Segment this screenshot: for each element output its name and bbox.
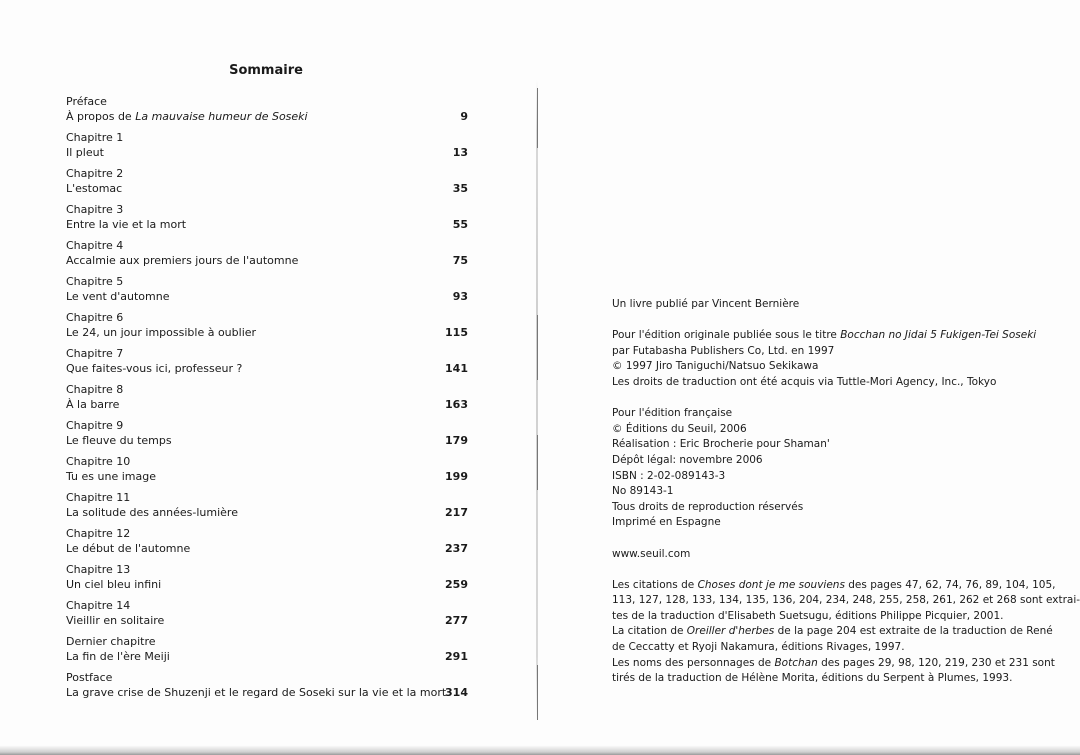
website-block (612, 547, 1042, 563)
citation-text: La citation de (612, 625, 687, 638)
toc-entry-page: 93 (452, 289, 468, 303)
table-of-contents (66, 95, 470, 700)
rights-reserved-line: Tous droits de reproduction réservés (612, 500, 804, 513)
toc-entry-page: 115 (445, 325, 468, 339)
toc-entry (66, 383, 470, 412)
toc-entry (66, 563, 470, 592)
toc-entry (66, 347, 470, 376)
printed-in-line: Imprimé en Espagne (612, 516, 721, 529)
toc-entry-title-prefix: À propos de (66, 109, 136, 123)
toc-entry-chapter: Chapitre 12 (66, 527, 131, 540)
toc-entry-title: Le vent d'automne (66, 289, 170, 303)
cited-work-title: Oreiller d'herbes (686, 625, 775, 638)
toc-entry-title: Un ciel bleu infini (66, 577, 162, 591)
original-publisher-line: par Futabasha Publishers Co, Ltd. en 1997 (612, 344, 835, 357)
colophon (612, 297, 1080, 702)
toc-entry (66, 419, 470, 448)
publisher-line-text: Un livre publié par Vincent Bernière (612, 298, 800, 310)
toc-entry-chapter: Chapitre 5 (66, 275, 124, 288)
toc-entry-chapter: Chapitre 9 (66, 419, 124, 432)
toc-entry-page: 141 (445, 361, 468, 375)
toc-entry-page: 237 (445, 541, 468, 555)
toc-entry-page: 35 (452, 181, 468, 195)
toc-entry-chapter: Chapitre 3 (66, 203, 124, 216)
toc-entry-chapter: Chapitre 11 (66, 491, 131, 504)
toc-title: Sommaire (229, 63, 303, 78)
citation-1-line-1 (612, 578, 1056, 594)
toc-entry-title: Accalmie aux premiers jours de l'automne (66, 253, 299, 267)
binding-mark (537, 88, 538, 148)
toc-entry-title: Tu es une image (66, 469, 156, 483)
toc-entry-page: 75 (452, 253, 468, 267)
citation-text: des pages 29, 98, 120, 219, 230 et 231 sont (817, 656, 1055, 669)
translation-rights-line: Les droits de traduction ont été acquis via Tuttle-Mori Agency, Inc., Tokyo (612, 375, 997, 388)
toc-entry-title: Il pleut (66, 145, 104, 159)
citation-text: des pages 47, 62, 74, 76, 89, 104, 105, (844, 578, 1056, 591)
original-title: Bocchan no Jidai 5 Fukigen-Tei Soseki (840, 329, 1037, 342)
publisher-line (612, 297, 1042, 313)
toc-entry-page: 179 (445, 433, 468, 447)
toc-entry-chapter: Chapitre 13 (66, 563, 131, 576)
toc-entry (66, 491, 470, 520)
toc-entry-page: 291 (445, 649, 468, 663)
citation-1-line-3: tes de la traduction d'Elisabeth Suetsugu, éditions Philippe Picquier, 2001. (612, 609, 1004, 622)
citation-text: Les citations de (612, 578, 698, 591)
citation-text: Les noms des personnages de (612, 656, 775, 669)
toc-entry-chapter: Chapitre 10 (66, 455, 131, 468)
original-edition-block (612, 328, 1042, 390)
toc-entry-preface (66, 95, 470, 124)
citation-2-line-1 (612, 624, 1053, 640)
french-copyright-line: © Éditions du Seuil, 2006 (612, 422, 747, 435)
toc-entry-page: 199 (445, 469, 468, 483)
toc-entry-title: Vieillir en solitaire (66, 613, 165, 627)
citation-3-line-1 (612, 656, 1055, 672)
toc-entry-chapter: Postface (66, 671, 113, 684)
toc-entry-chapter: Chapitre 2 (66, 167, 124, 180)
toc-entry-page: 259 (445, 577, 468, 591)
toc-entry-title: La fin de l'ère Meiji (66, 649, 170, 663)
toc-entry-chapter: Chapitre 6 (66, 311, 124, 324)
toc-entry-title (66, 110, 470, 125)
toc-entry-page: 314 (445, 685, 468, 699)
toc-entry-title-italic: La mauvaise humeur de Soseki (135, 109, 308, 123)
toc-entry (66, 527, 470, 556)
isbn-line: ISBN : 2-02-089143-3 (612, 469, 726, 482)
french-edition-block (612, 406, 1042, 531)
toc-entry-title: À la barre (66, 397, 120, 411)
citation-2-line-2: de Ceccatty et Ryoji Nakamura, éditions Rivages, 1997. (612, 641, 905, 654)
toc-entry-title: Le 24, un jour impossible à oublier (66, 325, 257, 339)
book-gutter (536, 80, 538, 720)
toc-entry-chapter: Chapitre 1 (66, 131, 124, 144)
citation-text: de la page 204 est extraite de la traduction de René (774, 625, 1053, 638)
french-edition-line: Pour l'édition française (612, 407, 733, 420)
toc-entry-label: Préface (66, 95, 107, 108)
toc-entry-chapter: Chapitre 7 (66, 347, 124, 360)
toc-entry (66, 239, 470, 268)
toc-entry-page: 163 (445, 397, 468, 411)
toc-chapter-list (66, 131, 470, 700)
toc-entry-title: Que faites-vous ici, professeur ? (66, 361, 243, 375)
toc-entry-title: La solitude des années-lumière (66, 505, 238, 519)
toc-entry (66, 203, 470, 232)
citation-1-line-2: 113, 127, 128, 133, 134, 135, 136, 204, 234, 248, 255, 258, 261, 262 et 268 sont extrai- (612, 594, 1080, 607)
toc-entry-chapter: Chapitre 14 (66, 599, 131, 612)
toc-entry (66, 671, 470, 700)
realisation-line: Réalisation : Eric Brocherie pour Shaman' (612, 438, 830, 451)
toc-entry-title: La grave crise de Shuzenji et le regard de Soseki sur la vie et la mort (66, 685, 447, 699)
toc-entry-title: Entre la vie et la mort (66, 217, 187, 231)
toc-entry (66, 635, 470, 664)
toc-entry-title: Le début de l'automne (66, 541, 191, 555)
toc-entry-page: 277 (445, 613, 468, 627)
toc-entry-title: Le fleuve du temps (66, 433, 172, 447)
original-edition-line (612, 328, 1042, 344)
original-copyright-line: © 1997 Jiro Taniguchi/Natsuo Sekikawa (612, 360, 819, 373)
citation-3-line-2: tirés de la traduction de Hélène Morita, éditions du Serpent à Plumes, 1993. (612, 672, 1013, 685)
binding-mark (537, 435, 538, 490)
cited-work-title: Choses dont je me souviens (697, 578, 845, 591)
page-bottom-edge (0, 745, 1080, 755)
toc-entry-chapter: Chapitre 4 (66, 239, 124, 252)
toc-entry (66, 455, 470, 484)
toc-entry-page: 13 (452, 145, 468, 159)
toc-entry-page: 55 (452, 217, 468, 231)
edition-number-line: No 89143-1 (612, 485, 674, 498)
legal-deposit-line: Dépôt légal: novembre 2006 (612, 453, 763, 466)
toc-entry (66, 311, 470, 340)
toc-entry-chapter: Dernier chapitre (66, 635, 156, 648)
toc-entry (66, 131, 470, 160)
toc-entry-chapter: Chapitre 8 (66, 383, 124, 396)
binding-mark (537, 315, 538, 380)
binding-mark (537, 665, 538, 720)
toc-entry (66, 167, 470, 196)
original-edition-prefix: Pour l'édition originale publiée sous le titre (612, 329, 841, 342)
toc-entry (66, 275, 470, 304)
cited-work-title: Botchan (774, 656, 818, 669)
toc-entry (66, 599, 470, 628)
toc-entry-page: 217 (445, 505, 468, 519)
toc-entry-page: 9 (460, 109, 468, 123)
website-link: www.seuil.com (612, 547, 691, 560)
toc-entry-title: L'estomac (66, 181, 123, 195)
citations-block (612, 578, 1080, 687)
